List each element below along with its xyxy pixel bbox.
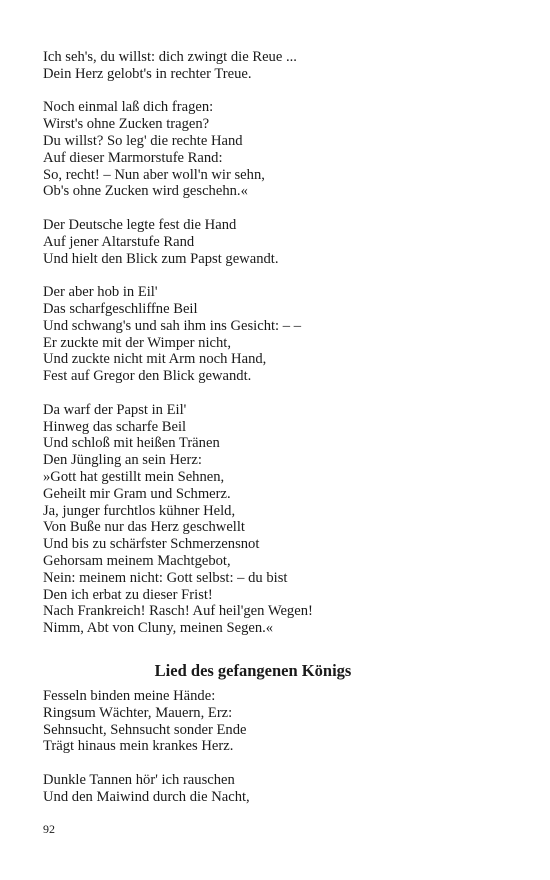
verse-line: Gehorsam meinem Machtgebot,: [43, 552, 231, 569]
verse-line: Nach Frankreich! Rasch! Auf heil'gen Wegen!: [43, 603, 313, 620]
verse-line: Hinweg das scharfe Beil: [43, 418, 187, 435]
poem-2: [43, 688, 483, 822]
verse-line: Geheilt mir Gram und Schmerz.: [43, 485, 231, 502]
stanza: [43, 217, 483, 267]
verse-line: Wirst's ohne Zucken tragen?: [43, 116, 210, 133]
verse-line: Und bis zu schärfster Schmerzensnot: [43, 536, 260, 553]
page-content: [43, 49, 483, 805]
stanza: [43, 284, 483, 385]
verse-line: Den ich erbat zu dieser Frist!: [43, 586, 213, 603]
poem-title: Lied des gefangenen Königs: [154, 661, 352, 680]
verse-line: Der aber hob in Eil': [43, 284, 158, 301]
verse-line: Nein: meinem nicht: Gott selbst: – du bist: [43, 569, 288, 586]
verse-line: Der Deutsche legte fest die Hand: [43, 216, 237, 233]
verse-line: Den Jüngling an sein Herz:: [43, 452, 202, 469]
stanza: [43, 772, 483, 806]
stanza: [43, 99, 483, 200]
verse-line: Sehnsucht, Sehnsucht sonder Ende: [43, 721, 247, 738]
verse-line: So, recht! – Nun aber woll'n wir sehn,: [43, 166, 265, 183]
verse-line: Dunkle Tannen hör' ich rauschen: [43, 771, 235, 788]
verse-line: Nimm, Abt von Cluny, meinen Segen.«: [43, 620, 274, 637]
verse-line: Ich seh's, du willst: dich zwingt die Reue ...: [43, 49, 297, 65]
verse-line: Fesseln binden meine Hände:: [43, 688, 216, 704]
verse-line: Ob's ohne Zucken wird geschehn.«: [43, 183, 248, 200]
verse-line: Dein Herz gelobt's in rechter Treue.: [43, 65, 252, 82]
verse-line: Ja, junger furchtlos kühner Held,: [43, 502, 236, 519]
verse-line: Auf dieser Marmorstufe Rand:: [43, 149, 223, 166]
verse-line: Er zuckte mit der Wimper nicht,: [43, 334, 231, 351]
verse-line: Da warf der Papst in Eil': [43, 401, 187, 418]
verse-line: Von Buße nur das Herz geschwellt: [43, 519, 245, 536]
verse-line: Und schloß mit heißen Tränen: [43, 435, 220, 452]
verse-line: Fest auf Gregor den Blick gewandt.: [43, 368, 252, 385]
verse-line: Trägt hinaus mein krankes Herz.: [43, 738, 234, 755]
verse-line: Ringsum Wächter, Mauern, Erz:: [43, 704, 233, 721]
stanza: [43, 49, 483, 83]
verse-line: Auf jener Altarstufe Rand: [43, 233, 195, 250]
verse-line: Das scharfgeschliffne Beil: [43, 300, 198, 317]
verse-line: Und schwang's und sah ihm ins Gesicht: – –: [43, 317, 301, 334]
page-number: 92: [43, 822, 55, 836]
verse-line: Und zuckte nicht mit Arm noch Hand,: [43, 351, 267, 368]
verse-line: Du willst? So leg' die rechte Hand: [43, 132, 243, 149]
stanza: [43, 402, 483, 637]
poem-1: [43, 49, 483, 637]
verse-line: Und den Maiwind durch die Nacht,: [43, 788, 250, 805]
stanza: [43, 688, 483, 755]
verse-line: Noch einmal laß dich fragen:: [43, 99, 214, 116]
verse-line: Und hielt den Blick zum Papst gewandt.: [43, 250, 279, 267]
verse-line: »Gott hat gestillt mein Sehnen,: [43, 468, 225, 485]
